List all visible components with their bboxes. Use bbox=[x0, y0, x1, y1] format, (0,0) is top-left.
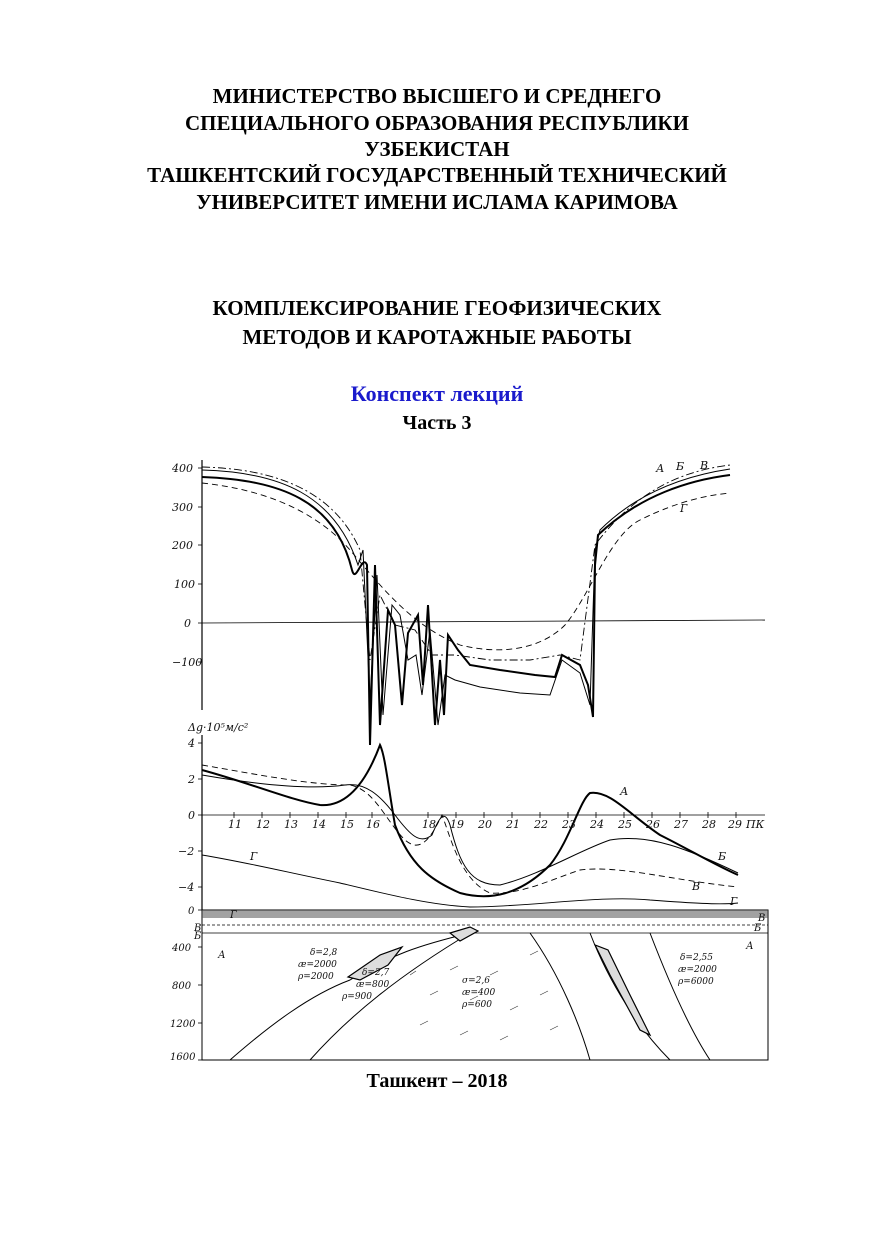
section-letter: А bbox=[218, 950, 226, 961]
curve-letter: Б bbox=[718, 850, 727, 863]
mag-tick: 400 bbox=[172, 462, 193, 475]
curve-letter: В bbox=[692, 880, 701, 893]
depth-tick: 1200 bbox=[170, 1019, 196, 1030]
footer-place-year: Ташкент – 2018 bbox=[366, 1070, 508, 1092]
document-subtitle: Конспект лекций bbox=[350, 381, 524, 406]
profile-tick: 25 bbox=[618, 818, 632, 831]
curve-letter: Г bbox=[250, 850, 258, 863]
curve-letter: Б bbox=[676, 460, 685, 473]
depth-tick: 400 bbox=[172, 943, 192, 954]
section-param: æ=2000 bbox=[678, 965, 717, 975]
section-letter: В bbox=[758, 913, 766, 924]
profile-tick: 24 bbox=[590, 818, 604, 831]
section-param: ρ=2000 bbox=[298, 972, 334, 982]
profile-tick: 23 bbox=[562, 818, 576, 831]
profile-tick: 12 bbox=[256, 818, 270, 831]
profile-tick: 26 bbox=[646, 818, 660, 831]
part-number: Часть 3 bbox=[402, 412, 472, 434]
section-letter: В bbox=[194, 923, 202, 934]
section-param: δ=2,8 bbox=[310, 948, 338, 958]
grav-tick: 0 bbox=[188, 809, 195, 822]
grav-tick: 2 bbox=[188, 773, 195, 786]
profile-tick: ПК bbox=[746, 818, 765, 831]
mag-tick: −100 bbox=[172, 656, 203, 669]
profile-tick: 19 bbox=[450, 818, 464, 831]
section-letter: А bbox=[746, 941, 754, 952]
section-letter: Б bbox=[754, 923, 762, 934]
profile-tick: 29 bbox=[728, 818, 742, 831]
ministry-line-3: УЗБЕКИСТАН bbox=[364, 137, 510, 161]
profile-tick: 27 bbox=[674, 818, 688, 831]
gravity-axis-label: Δg·10⁵м/с² bbox=[188, 721, 249, 734]
mag-tick: 100 bbox=[174, 578, 195, 591]
curve-letter: Г bbox=[680, 502, 688, 515]
profile-tick: 13 bbox=[284, 818, 298, 831]
ministry-line-2: СПЕЦИАЛЬНОГО ОБРАЗОВАНИЯ РЕСПУБЛИКИ bbox=[185, 111, 689, 135]
document-title-line-1: КОМПЛЕКСИРОВАНИЕ ГЕОФИЗИЧЕСКИХ bbox=[212, 296, 662, 320]
section-param: σ=2,6 bbox=[462, 976, 490, 986]
section-param: δ=2,55 bbox=[680, 953, 713, 963]
university-line-1: ТАШКЕНТСКИЙ ГОСУДАРСТВЕННЫЙ ТЕХНИЧЕСКИЙ bbox=[147, 163, 727, 187]
section-param: æ=2000 bbox=[298, 960, 337, 970]
curve-letter: А bbox=[656, 462, 665, 475]
mag-tick: 0 bbox=[184, 617, 191, 630]
university-line-2: УНИВЕРСИТЕТ ИМЕНИ ИСЛАМА КАРИМОВА bbox=[196, 190, 678, 214]
section-letter: Б bbox=[194, 931, 202, 942]
grav-tick: −4 bbox=[178, 881, 195, 894]
profile-tick: 11 bbox=[228, 818, 242, 831]
geophysical-profile-figure bbox=[170, 455, 770, 1075]
section-param: æ=400 bbox=[462, 988, 496, 998]
section-letter: Г bbox=[230, 910, 237, 921]
curve-letter: Г bbox=[730, 895, 738, 908]
profile-tick: 20 bbox=[478, 818, 492, 831]
grav-tick: 4 bbox=[188, 737, 195, 750]
profile-tick: 14 bbox=[312, 818, 326, 831]
depth-tick: 0 bbox=[188, 906, 195, 917]
curve-letter: В bbox=[700, 459, 709, 472]
depth-tick: 800 bbox=[172, 981, 192, 992]
mag-tick: 300 bbox=[172, 501, 193, 514]
curve-letter: А bbox=[620, 785, 629, 798]
depth-tick: 1600 bbox=[170, 1052, 196, 1063]
section-param: ρ=6000 bbox=[678, 977, 714, 987]
profile-tick: 22 bbox=[534, 818, 548, 831]
ministry-line-1: МИНИСТЕРСТВО ВЫСШЕГО И СРЕДНЕГО bbox=[212, 84, 662, 108]
profile-tick: 21 bbox=[506, 818, 520, 831]
section-param: δ=2,7 bbox=[362, 968, 390, 978]
section-param: ρ=900 bbox=[342, 992, 373, 1002]
profile-tick: 28 bbox=[702, 818, 716, 831]
section-param: æ=800 bbox=[356, 980, 390, 990]
profile-tick: 18 bbox=[422, 818, 436, 831]
profile-tick: 15 bbox=[340, 818, 354, 831]
document-title-line-2: МЕТОДОВ И КАРОТАЖНЫЕ РАБОТЫ bbox=[242, 325, 632, 349]
mag-tick: 200 bbox=[172, 539, 193, 552]
section-param: ρ=600 bbox=[462, 1000, 493, 1010]
grav-tick: −2 bbox=[178, 845, 195, 858]
profile-tick: 16 bbox=[366, 818, 380, 831]
